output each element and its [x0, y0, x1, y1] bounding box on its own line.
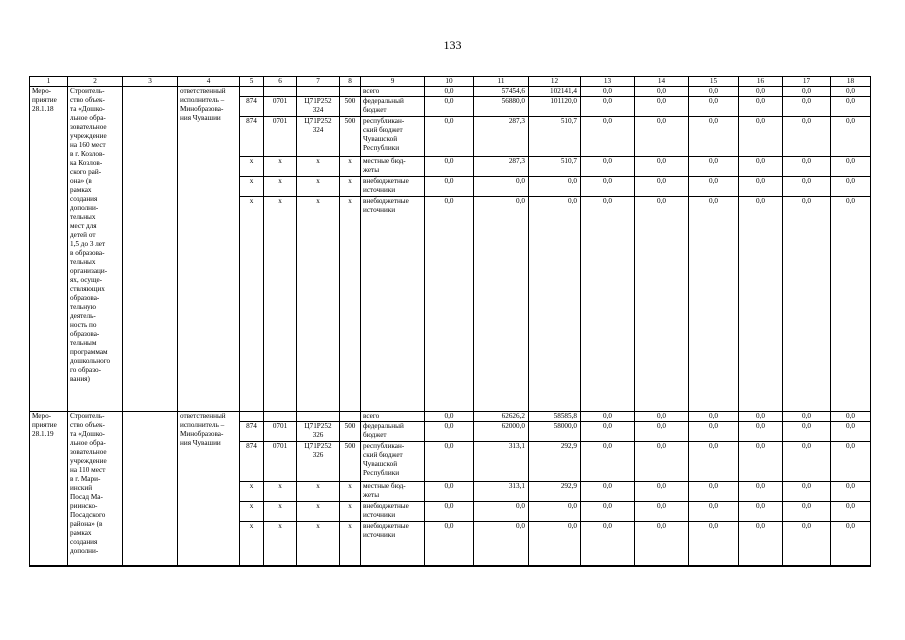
- year-value: 0,0: [739, 87, 783, 97]
- border-cell: [123, 566, 178, 567]
- measure-description: Строитель- ство объек- та «Дошко- льное обра- зовательное учреждение на 110 мест в г. Мари- инский Посад Ма- риинско- Посадского района» (в рамках создания дополни-: [68, 412, 123, 566]
- border-cell: [30, 566, 68, 567]
- year-value: 0,0: [783, 197, 831, 412]
- year-value: 0,0: [581, 422, 635, 442]
- year-value: 0,0: [581, 482, 635, 502]
- target-article-code: [297, 412, 340, 422]
- year-value: 0,0: [529, 522, 581, 566]
- year-value: 0,0: [635, 502, 689, 522]
- year-value: 0,0: [689, 157, 739, 177]
- measure-col3: [123, 87, 178, 412]
- year-value: 0,0: [425, 502, 474, 522]
- year-value: 0,0: [783, 117, 831, 157]
- year-value: 0,0: [739, 157, 783, 177]
- grbs-code: [240, 412, 264, 422]
- section-code: [264, 412, 297, 422]
- year-value: 0,0: [635, 117, 689, 157]
- year-value: 0,0: [831, 422, 871, 442]
- year-value: 0,0: [783, 482, 831, 502]
- funding-source: местные бюд- жеты: [361, 157, 425, 177]
- year-value: 0,0: [529, 502, 581, 522]
- year-value: 0,0: [474, 522, 529, 566]
- year-value: 0,0: [581, 502, 635, 522]
- budget-table: [29, 76, 871, 567]
- year-value: 0,0: [635, 87, 689, 97]
- target-article-code: Ц71Р252 326: [297, 422, 340, 442]
- year-value: 62000,0: [474, 422, 529, 442]
- year-value: 0,0: [529, 197, 581, 412]
- border-cell: [831, 566, 871, 567]
- grbs-code: х: [240, 522, 264, 566]
- year-value: 0,0: [474, 197, 529, 412]
- funding-source: внебюджетные источники: [361, 502, 425, 522]
- year-value: 0,0: [783, 157, 831, 177]
- year-value: 0,0: [831, 522, 871, 566]
- target-article-code: Ц71Р252 324: [297, 97, 340, 117]
- border-cell: [340, 566, 361, 567]
- funding-source: внебюджетные источники: [361, 522, 425, 566]
- target-article-code: Ц71Р252 326: [297, 442, 340, 482]
- year-value: 292,9: [529, 482, 581, 502]
- grbs-code: 874: [240, 97, 264, 117]
- grbs-code: 874: [240, 117, 264, 157]
- year-value: 58585,8: [529, 412, 581, 422]
- year-value: 0,0: [689, 117, 739, 157]
- year-value: 0,0: [689, 502, 739, 522]
- year-value: 510,7: [529, 117, 581, 157]
- year-value: 0,0: [635, 522, 689, 566]
- expense-group-code: [340, 87, 361, 97]
- expense-group-code: х: [340, 522, 361, 566]
- header-cell: 14: [635, 77, 689, 87]
- funding-source: федеральный бюджет: [361, 97, 425, 117]
- year-value: 0,0: [831, 482, 871, 502]
- measure-number: Меро- приятие 28.1.19: [30, 412, 68, 566]
- year-value: 0,0: [689, 522, 739, 566]
- page-number: 133: [443, 38, 462, 52]
- year-value: 0,0: [689, 422, 739, 442]
- border-cell: [739, 566, 783, 567]
- year-value: 0,0: [689, 412, 739, 422]
- year-value: 0,0: [689, 97, 739, 117]
- target-article-code: х: [297, 157, 340, 177]
- year-value: 62626,2: [474, 412, 529, 422]
- section-code: х: [264, 157, 297, 177]
- funding-source: всего: [361, 412, 425, 422]
- year-value: 0,0: [581, 197, 635, 412]
- year-value: 0,0: [831, 197, 871, 412]
- table-row: [30, 412, 871, 422]
- expense-group-code: х: [340, 197, 361, 412]
- expense-group-code: 500: [340, 117, 361, 157]
- year-value: 0,0: [635, 442, 689, 482]
- responsible-executor: ответственный исполнитель – Минобразова- ния Чувашии: [178, 412, 240, 566]
- measure-description: Строитель- ство объек- та «Дошко- льное обра- зовательное учреждение на 160 мест в г. Козлов- ка Козлов- ского рай- она» (в рамках создания дополни- тельных мест для детей от 1,5 до 3 лет в образова- тельных организаци- ях, осуще- ствляющих образова- тельную деятель- ность по образова- тельным программам дошкольного го образо- вания): [68, 87, 123, 412]
- section-code: 0701: [264, 97, 297, 117]
- year-value: 0,0: [635, 422, 689, 442]
- year-value: 0,0: [739, 422, 783, 442]
- border-cell: [529, 566, 581, 567]
- year-value: 0,0: [581, 157, 635, 177]
- border-cell: [474, 566, 529, 567]
- year-value: 0,0: [581, 177, 635, 197]
- year-value: 0,0: [739, 502, 783, 522]
- year-value: 0,0: [739, 412, 783, 422]
- year-value: 0,0: [739, 117, 783, 157]
- header-cell: 10: [425, 77, 474, 87]
- expense-group-code: 500: [340, 442, 361, 482]
- border-cell: [68, 566, 123, 567]
- header-cell: 7: [297, 77, 340, 87]
- year-value: 0,0: [635, 412, 689, 422]
- year-value: 0,0: [739, 177, 783, 197]
- year-value: 0,0: [831, 502, 871, 522]
- year-value: 0,0: [689, 442, 739, 482]
- year-value: 0,0: [425, 97, 474, 117]
- responsible-executor: ответственный исполнитель – Минобразова- ния Чувашии: [178, 87, 240, 412]
- year-value: 0,0: [739, 197, 783, 412]
- measure-number: Меро- приятие 28.1.18: [30, 87, 68, 412]
- section-code: х: [264, 177, 297, 197]
- year-value: 0,0: [425, 442, 474, 482]
- border-cell: [240, 566, 264, 567]
- header-cell: 18: [831, 77, 871, 87]
- year-value: 0,0: [831, 157, 871, 177]
- section-code: х: [264, 482, 297, 502]
- border-cell: [689, 566, 739, 567]
- section-code: х: [264, 522, 297, 566]
- year-value: 0,0: [635, 177, 689, 197]
- target-article-code: х: [297, 197, 340, 412]
- header-cell: 2: [68, 77, 123, 87]
- grbs-code: х: [240, 177, 264, 197]
- funding-source: внебюджетные источники: [361, 197, 425, 412]
- year-value: 0,0: [783, 97, 831, 117]
- funding-source: республикан- ский бюджет Чувашской Республики: [361, 442, 425, 482]
- year-value: 0,0: [831, 442, 871, 482]
- border-cell: [361, 566, 425, 567]
- year-value: 0,0: [783, 522, 831, 566]
- header-cell: 11: [474, 77, 529, 87]
- year-value: 0,0: [425, 87, 474, 97]
- expense-group-code: х: [340, 157, 361, 177]
- header-cell: 9: [361, 77, 425, 87]
- year-value: 287,3: [474, 157, 529, 177]
- section-code: [264, 87, 297, 97]
- year-value: 510,7: [529, 157, 581, 177]
- grbs-code: 874: [240, 422, 264, 442]
- year-value: 0,0: [783, 442, 831, 482]
- year-value: 0,0: [739, 442, 783, 482]
- target-article-code: х: [297, 482, 340, 502]
- grbs-code: 874: [240, 442, 264, 482]
- year-value: 0,0: [474, 502, 529, 522]
- year-value: 0,0: [581, 412, 635, 422]
- year-value: 0,0: [831, 177, 871, 197]
- year-value: 0,0: [689, 197, 739, 412]
- year-value: 0,0: [783, 177, 831, 197]
- table-bottom-border: [30, 566, 871, 567]
- year-value: 0,0: [831, 97, 871, 117]
- section-code: х: [264, 197, 297, 412]
- target-article-code: х: [297, 522, 340, 566]
- year-value: 0,0: [689, 87, 739, 97]
- border-cell: [783, 566, 831, 567]
- grbs-code: х: [240, 157, 264, 177]
- border-cell: [178, 566, 240, 567]
- expense-group-code: 500: [340, 97, 361, 117]
- header-cell: 16: [739, 77, 783, 87]
- year-value: 0,0: [425, 157, 474, 177]
- year-value: 0,0: [581, 522, 635, 566]
- year-value: 0,0: [689, 482, 739, 502]
- year-value: 0,0: [581, 442, 635, 482]
- border-cell: [297, 566, 340, 567]
- year-value: 0,0: [783, 87, 831, 97]
- year-value: 58000,0: [529, 422, 581, 442]
- expense-group-code: [340, 412, 361, 422]
- target-article-code: х: [297, 502, 340, 522]
- year-value: 0,0: [581, 117, 635, 157]
- expense-group-code: х: [340, 177, 361, 197]
- year-value: 0,0: [581, 87, 635, 97]
- year-value: 0,0: [581, 97, 635, 117]
- year-value: 0,0: [783, 502, 831, 522]
- header-cell: 17: [783, 77, 831, 87]
- year-value: 313,1: [474, 442, 529, 482]
- border-cell: [264, 566, 297, 567]
- year-value: 0,0: [425, 412, 474, 422]
- header-cell: 5: [240, 77, 264, 87]
- funding-source: всего: [361, 87, 425, 97]
- year-value: 0,0: [739, 97, 783, 117]
- header-row: [30, 77, 871, 87]
- year-value: 292,9: [529, 442, 581, 482]
- border-cell: [635, 566, 689, 567]
- year-value: 0,0: [689, 177, 739, 197]
- year-value: 0,0: [425, 482, 474, 502]
- year-value: 0,0: [635, 157, 689, 177]
- header-cell: 12: [529, 77, 581, 87]
- year-value: 0,0: [529, 177, 581, 197]
- year-value: 0,0: [474, 177, 529, 197]
- year-value: 57454,6: [474, 87, 529, 97]
- funding-source: местные бюд- жеты: [361, 482, 425, 502]
- header-cell: 8: [340, 77, 361, 87]
- year-value: 0,0: [739, 482, 783, 502]
- funding-source: федеральный бюджет: [361, 422, 425, 442]
- funding-source: республикан- ский бюджет Чувашской Республики: [361, 117, 425, 157]
- header-cell: 4: [178, 77, 240, 87]
- table-row: [30, 87, 871, 97]
- year-value: 0,0: [831, 87, 871, 97]
- expense-group-code: х: [340, 502, 361, 522]
- year-value: 101120,0: [529, 97, 581, 117]
- year-value: 0,0: [425, 177, 474, 197]
- expense-group-code: х: [340, 482, 361, 502]
- year-value: 0,0: [831, 412, 871, 422]
- target-article-code: [297, 87, 340, 97]
- year-value: 313,1: [474, 482, 529, 502]
- year-value: 0,0: [783, 422, 831, 442]
- header-cell: 3: [123, 77, 178, 87]
- grbs-code: [240, 87, 264, 97]
- year-value: 0,0: [831, 117, 871, 157]
- header-cell: 1: [30, 77, 68, 87]
- year-value: 0,0: [635, 482, 689, 502]
- year-value: 287,3: [474, 117, 529, 157]
- year-value: 0,0: [425, 197, 474, 412]
- year-value: 0,0: [425, 422, 474, 442]
- header-cell: 15: [689, 77, 739, 87]
- grbs-code: х: [240, 482, 264, 502]
- target-article-code: х: [297, 177, 340, 197]
- year-value: 56880,0: [474, 97, 529, 117]
- header-cell: 13: [581, 77, 635, 87]
- year-value: 0,0: [635, 97, 689, 117]
- funding-source: внебюджетные источники: [361, 177, 425, 197]
- grbs-code: х: [240, 502, 264, 522]
- year-value: 0,0: [635, 197, 689, 412]
- section-code: х: [264, 502, 297, 522]
- measure-col3: [123, 412, 178, 566]
- section-code: 0701: [264, 422, 297, 442]
- year-value: 0,0: [425, 117, 474, 157]
- section-code: 0701: [264, 117, 297, 157]
- expense-group-code: 500: [340, 422, 361, 442]
- section-code: 0701: [264, 442, 297, 482]
- year-value: 0,0: [425, 522, 474, 566]
- border-cell: [425, 566, 474, 567]
- year-value: 0,0: [739, 522, 783, 566]
- grbs-code: х: [240, 197, 264, 412]
- target-article-code: Ц71Р252 324: [297, 117, 340, 157]
- header-cell: 6: [264, 77, 297, 87]
- year-value: 102141,4: [529, 87, 581, 97]
- year-value: 0,0: [783, 412, 831, 422]
- border-cell: [581, 566, 635, 567]
